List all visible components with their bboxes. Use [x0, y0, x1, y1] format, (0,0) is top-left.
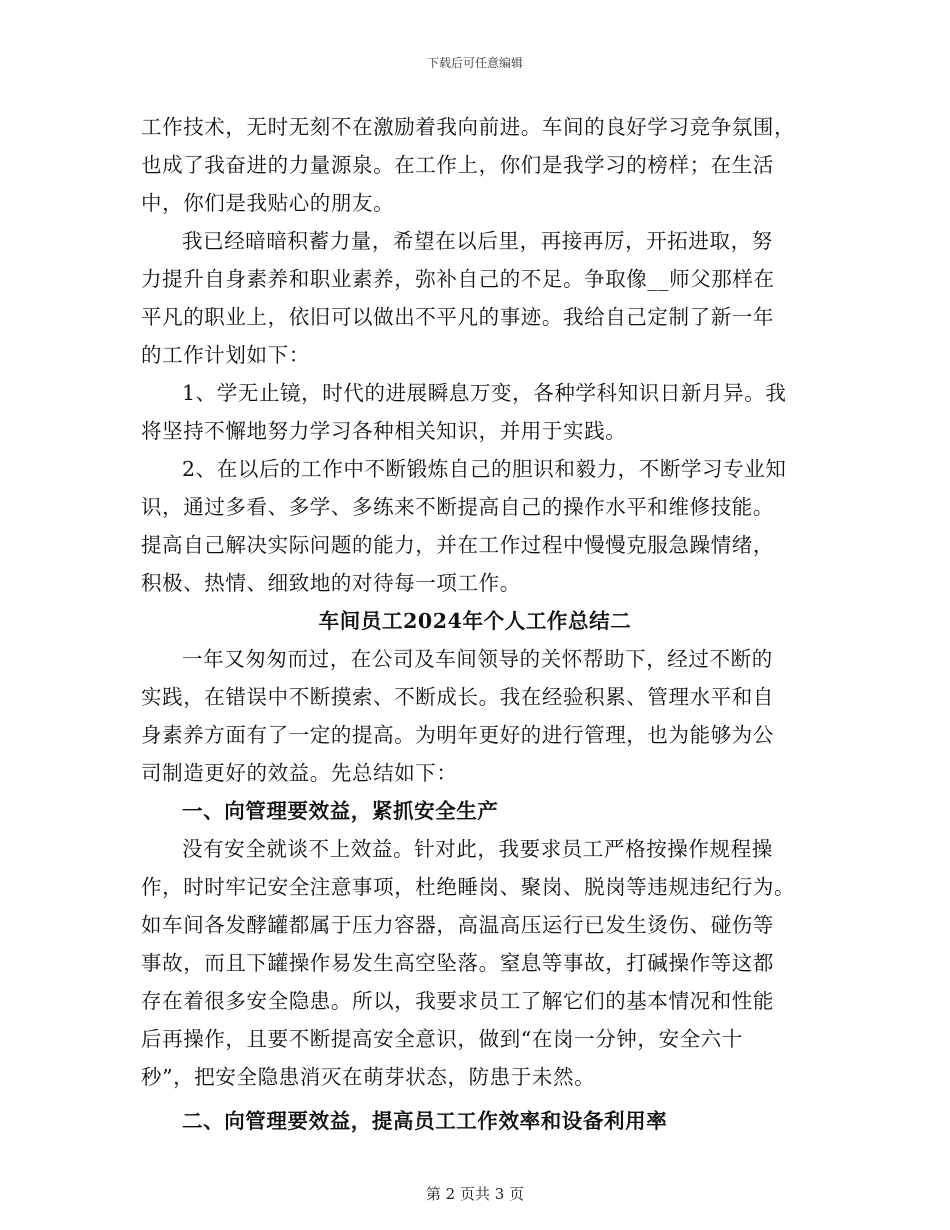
body-line: 提高自己解决实际问题的能力，并在工作过程中慢慢克服急躁情绪，	[141, 533, 774, 557]
list-item-2: 2、在以后的工作中不断锻炼自己的胆识和毅力，不断学习专业知	[182, 457, 787, 481]
paragraph-start: 一年又匆匆而过，在公司及车间领导的关怀帮助下，经过不断的	[182, 647, 773, 671]
body-line: 平凡的职业上，依旧可以做出不平凡的事迹。我给自己定制了新一年	[141, 305, 774, 329]
body-line: 识，通过多看、多学、多练来不断提高自己的操作水平和维修技能。	[141, 495, 774, 519]
paragraph-start: 我已经暗暗积蓄力量，希望在以后里，再接再厉，开拓进取，努	[182, 229, 773, 253]
section-title: 车间员工2024年个人工作总结二	[318, 609, 632, 633]
body-line: 事故，而且下罐操作易发生高空坠落。窒息等事故，打碱操作等这都	[141, 951, 774, 975]
body-line: 工作技术，无时无刻不在激励着我向前进。车间的良好学习竞争氛围，	[141, 115, 796, 139]
body-line: 积极、热情、细致地的对待每一项工作。	[141, 571, 521, 595]
list-item-1: 1、学无止镜，时代的进展瞬息万变，各种学科知识日新月异。我	[182, 381, 787, 405]
body-line: 也成了我奋进的力量源泉。在工作上，你们是我学习的榜样；在生活	[141, 153, 774, 177]
body-line: 实践，在错误中不断摸索、不断成长。我在经验积累、管理水平和自	[141, 685, 774, 709]
body-line: 司制造更好的效益。先总结如下：	[141, 761, 458, 785]
body-line: 如车间各发酵罐都属于压力容器，高温高压运行已发生烫伤、碰伤等	[141, 913, 774, 937]
body-line: 秒”，把安全隐患消灭在萌芽状态，防患于未然。	[141, 1065, 596, 1089]
body-line: 作，时时牢记安全注意事项，杜绝睡岗、聚岗、脱岗等违规违纪行为。	[141, 875, 796, 899]
body-line: 身素养方面有了一定的提高。为明年更好的进行管理，也为能够为公	[141, 723, 774, 747]
paragraph-start: 没有安全就谈不上效益。针对此，我要求员工严格按操作规程操	[182, 837, 773, 861]
body-line: 的工作计划如下：	[141, 343, 310, 367]
body-line: 后再操作，且要不断提高安全意识，做到“在岗一分钟，安全六十	[141, 1027, 743, 1051]
body-line: 将坚持不懈地努力学习各种相关知识，并用于实践。	[141, 419, 627, 443]
subheading-2: 二、向管理要效益，提高员工工作效率和设备利用率	[182, 1109, 668, 1133]
page-footer: 第 2 页共 3 页	[425, 1185, 525, 1203]
subheading-1: 一、向管理要效益，紧抓安全生产	[182, 799, 499, 823]
body-line: 中，你们是我贴心的朋友。	[141, 191, 395, 215]
body-line: 力提升自身素养和职业素养，弥补自己的不足。争取像__师父那样在	[141, 267, 775, 291]
document-body	[141, 108, 809, 1140]
body-line: 存在着很多安全隐患。所以，我要求员工了解它们的基本情况和性能	[141, 989, 774, 1013]
page-header: 下载后可任意编辑	[426, 56, 523, 70]
